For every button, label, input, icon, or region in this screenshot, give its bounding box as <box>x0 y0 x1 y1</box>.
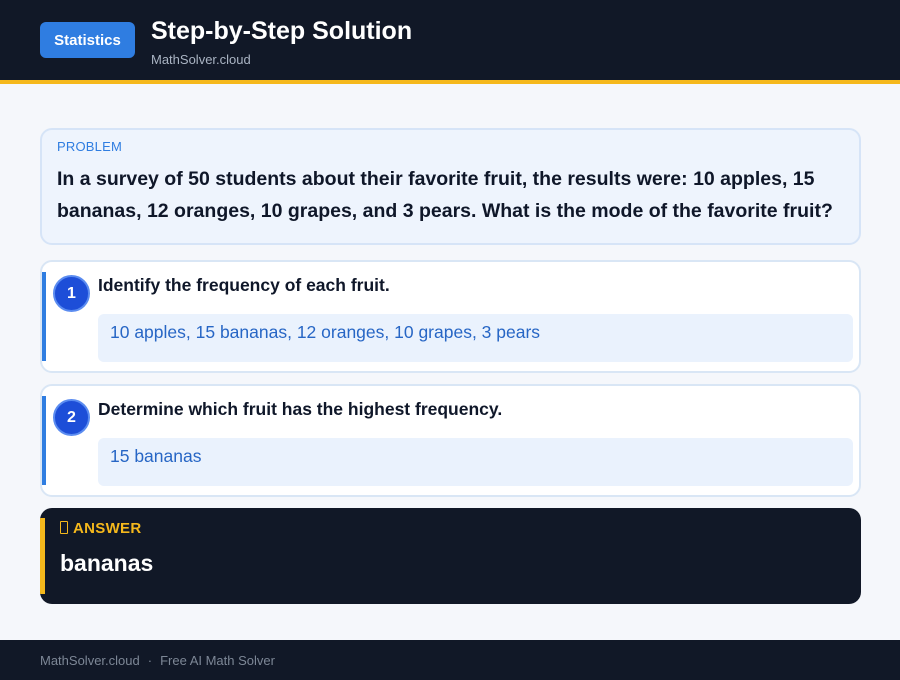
header-divider <box>0 80 900 84</box>
page-title: Step-by-Step Solution <box>151 17 413 45</box>
answer-card <box>40 508 861 604</box>
problem-text: In a survey of 50 students about their favorite fruit, the results were: 10 apples, 15 bananas, 12 oranges, 10 grapes, and 3 pears. What is the mode of the favorite fruit? <box>57 168 833 222</box>
step-accent <box>42 272 46 361</box>
subject-badge[interactable]: Statistics <box>40 22 135 58</box>
answer-accent <box>40 518 45 594</box>
problem-card <box>40 128 861 245</box>
step-card-2 <box>40 384 861 497</box>
step-title: Determine which fruit has the highest frequency. <box>98 399 503 419</box>
page-header <box>0 0 900 80</box>
step-number: 1 <box>53 275 90 312</box>
page-footer <box>0 640 900 680</box>
step-detail: 15 bananas <box>98 438 853 486</box>
problem-label: PROBLEM <box>57 139 122 154</box>
lightbulb-icon <box>60 521 68 534</box>
footer-separator: · <box>147 652 153 668</box>
site-name: MathSolver.cloud <box>151 52 251 67</box>
answer-label: ANSWER <box>73 520 142 537</box>
step-title: Identify the frequency of each fruit. <box>98 275 390 295</box>
step-accent <box>42 396 46 485</box>
step-card-1 <box>40 260 861 373</box>
footer-site-link[interactable]: MathSolver.cloud <box>40 652 140 668</box>
answer-value: bananas <box>60 550 154 576</box>
step-detail: 10 apples, 15 bananas, 12 oranges, 10 grapes, 3 pears <box>98 314 853 362</box>
step-number: 2 <box>53 399 90 436</box>
footer-tagline: Free AI Math Solver <box>160 652 275 668</box>
